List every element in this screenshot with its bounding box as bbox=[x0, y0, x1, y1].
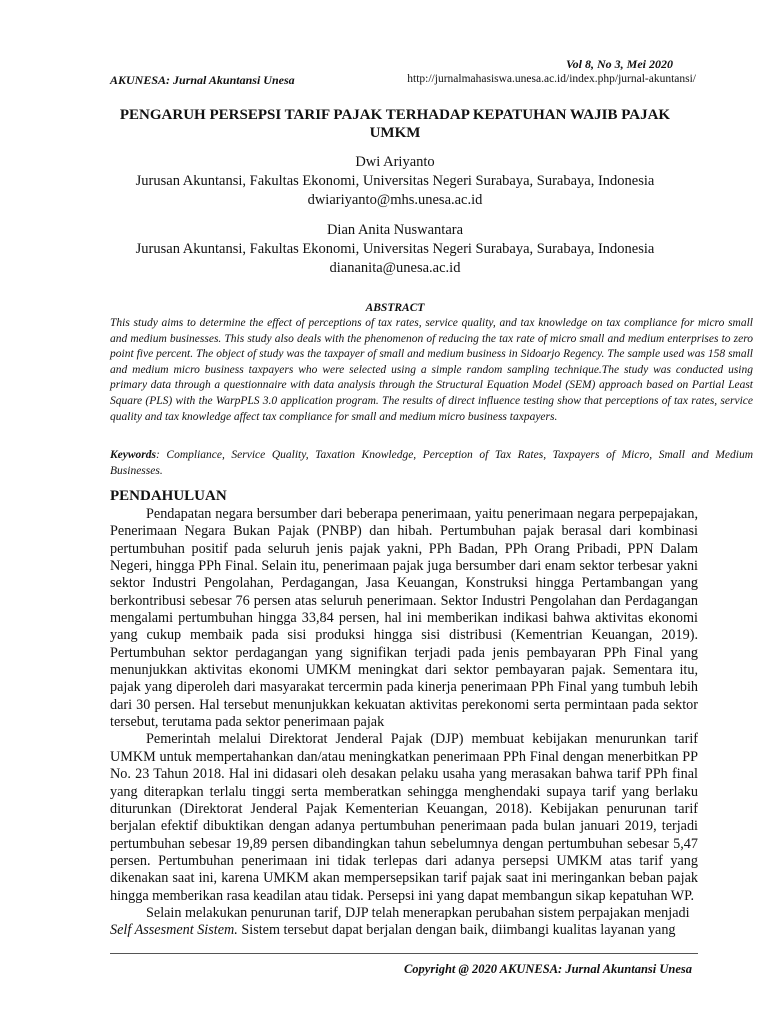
paper-title: PENGARUH PERSEPSI TARIF PAJAK TERHADAP KEPATUHAN WAJIB PAJAK UMKM bbox=[119, 107, 671, 141]
paragraph-end: Sistem tersebut dapat berjalan dengan baik, diimbangi kualitas layanan yang bbox=[241, 922, 676, 939]
footer-divider bbox=[110, 953, 698, 954]
author-block-1 bbox=[80, 153, 710, 210]
keywords bbox=[110, 448, 753, 479]
copyright-footer: Copyright @ 2020 AKUNESA: Jurnal Akuntansi Unesa bbox=[403, 962, 692, 976]
abstract-heading: ABSTRACT bbox=[365, 302, 425, 314]
keywords-label: Keywords bbox=[110, 449, 156, 461]
paragraph: Pendapatan negara bersumber dari beberapa penerimaan, yaitu penerimaan negara perpepajakan, Penerimaan Negara Bukan Pajak (PNBP) dan hibah. Pertumbuhan pajak berasal dari kombinasi pertumbuhan positif pada seluruh jenis pajak yakni, PPh Badan, PPh Orang Pribadi, PPN Dalam Negeri, hingga PPh Final. Selain itu, penerimaan pajak juga bersumber dari enam sektor terbesar yakni sektor Industri Pengolahan, Perdagangan, Jasa Keuangan, Konstruksi hingga Pertambangan yang berkontribusi sebesar 76 persen atas seluruh penerimaan. Sektor Industri Pengolahan dan Perdagangan mengalami pertumbuhan hingga 33,84 persen, hal ini memberikan indikasi bahwa aktivitas ekonomi yang cukup membaik pada sisi produksi hingga sisi distribusi (Kementrian Keuangan, 2019). Pertumbuhan sektor perdagangan yang signifikan terjadi pada jenis pembayaran PPh Final yang menunjukkan aktivitas ekonomi UMKM meningkat dari sektor pembayaran pajak. Sementara itu, pajak yang diperoleh dari masyarakat tercermin pada kinerja penerimaan PPh Final yang tumbuh lebih dari 30 persen. Hal tersebut menunjukkan kekuatan aktivitas perekonomi serta permintaan pada sektor tersebut, terutama pada sektor penerimaan pajak bbox=[110, 506, 698, 731]
author-email[interactable]: diananita@unesa.ac.id bbox=[329, 260, 461, 276]
author-email[interactable]: dwiariyanto@mhs.unesa.ac.id bbox=[307, 192, 483, 208]
author-name: Dian Anita Nuswantara bbox=[326, 222, 464, 238]
author-name: Dwi Ariyanto bbox=[355, 154, 435, 170]
journal-name: AKUNESA: Jurnal Akuntansi Unesa bbox=[110, 73, 295, 87]
emphasized-term: Self Assesment Sistem. bbox=[110, 922, 238, 939]
paragraph bbox=[110, 905, 698, 940]
section-heading: PENDAHULUAN bbox=[110, 488, 227, 504]
body-text bbox=[110, 506, 698, 940]
author-affiliation: Jurusan Akuntansi, Fakultas Ekonomi, Universitas Negeri Surabaya, Surabaya, Indonesia bbox=[135, 241, 655, 257]
paragraph-start: Selain melakukan penurunan tarif, DJP telah menerapkan perubahan sistem perpajakan menjadi bbox=[146, 904, 690, 921]
volume-info: Vol 8, No 3, Mei 2020 bbox=[565, 57, 673, 71]
author-affiliation: Jurusan Akuntansi, Fakultas Ekonomi, Universitas Negeri Surabaya, Surabaya, Indonesia bbox=[135, 173, 655, 189]
paragraph: Pemerintah melalui Direktorat Jenderal Pajak (DJP) membuat kebijakan menurunkan tarif UMKM untuk mempertahankan dan/atau meningkatkan penerimaan PPh Final dengan menerbitkan PP No. 23 Tahun 2018. Hal ini didasari oleh desakan pelaku usaha yang merasakan bahwa tarif PPh final yang diterapkan terlalu tinggi serta memberatkan sehingga menghendaki supaya tarif yang berlaku diturunkan (Direktorat Jenderal Pajak Kementerian Keuangan, 2018). Kebijakan penurunan tarif berjalan efektif dibuktikan dengan adanya pertumbuhan penerimaan pada bulan januari 2019, terjadi pertumbuhan sebesar 19,89 persen dibandingkan tahun sebelumnya dengan pertumbuhan sebesar 5,47 persen. Pertumbuhan penerimaan ini tidak terlepas dari adanya persepsi UMKM atas tarif yang dikenakan saat ini, karena UMKM akan mempersepsikan tarif pajak saat ini meringankan beban pajak hingga memberikan rasa keadilan atau tidak. Persepsi ini yang dapat membangun sikap kepatuhan WP. bbox=[110, 731, 698, 904]
author-block-2 bbox=[80, 221, 710, 278]
journal-url[interactable]: http://jurnalmahasiswa.unesa.ac.id/index.php/jurnal-akuntansi/ bbox=[407, 73, 696, 85]
keywords-list: : Compliance, Service Quality, Taxation Knowledge, Perception of Tax Rates, Taxpayers of Micro, Small and Medium Businesses. bbox=[110, 449, 753, 477]
abstract-text: This study aims to determine the effect of perceptions of tax rates, service quality, and tax knowledge on tax compliance for micro small and medium businesses. This study also deals with the phenomenon of reducing the tax rate of micro small and medium enterprises to zero point five percent. The object of study was the taxpayer of small and medium business in Sidoarjo Regency. The sample used was 158 small and medium micro business taxpayers who were selected using a simple random sampling technique.The study was conducted using primary data through a questionnaire with data analysis through the Structural Equation Model (SEM) approach based on Partial Least Square (PLS) with the WarpPLS 3.0 application program. The results of direct influence testing show that perceptions of tax rates, service quality and tax knowledge affect tax compliance for small and medium micro business taxpayers. bbox=[110, 317, 753, 423]
